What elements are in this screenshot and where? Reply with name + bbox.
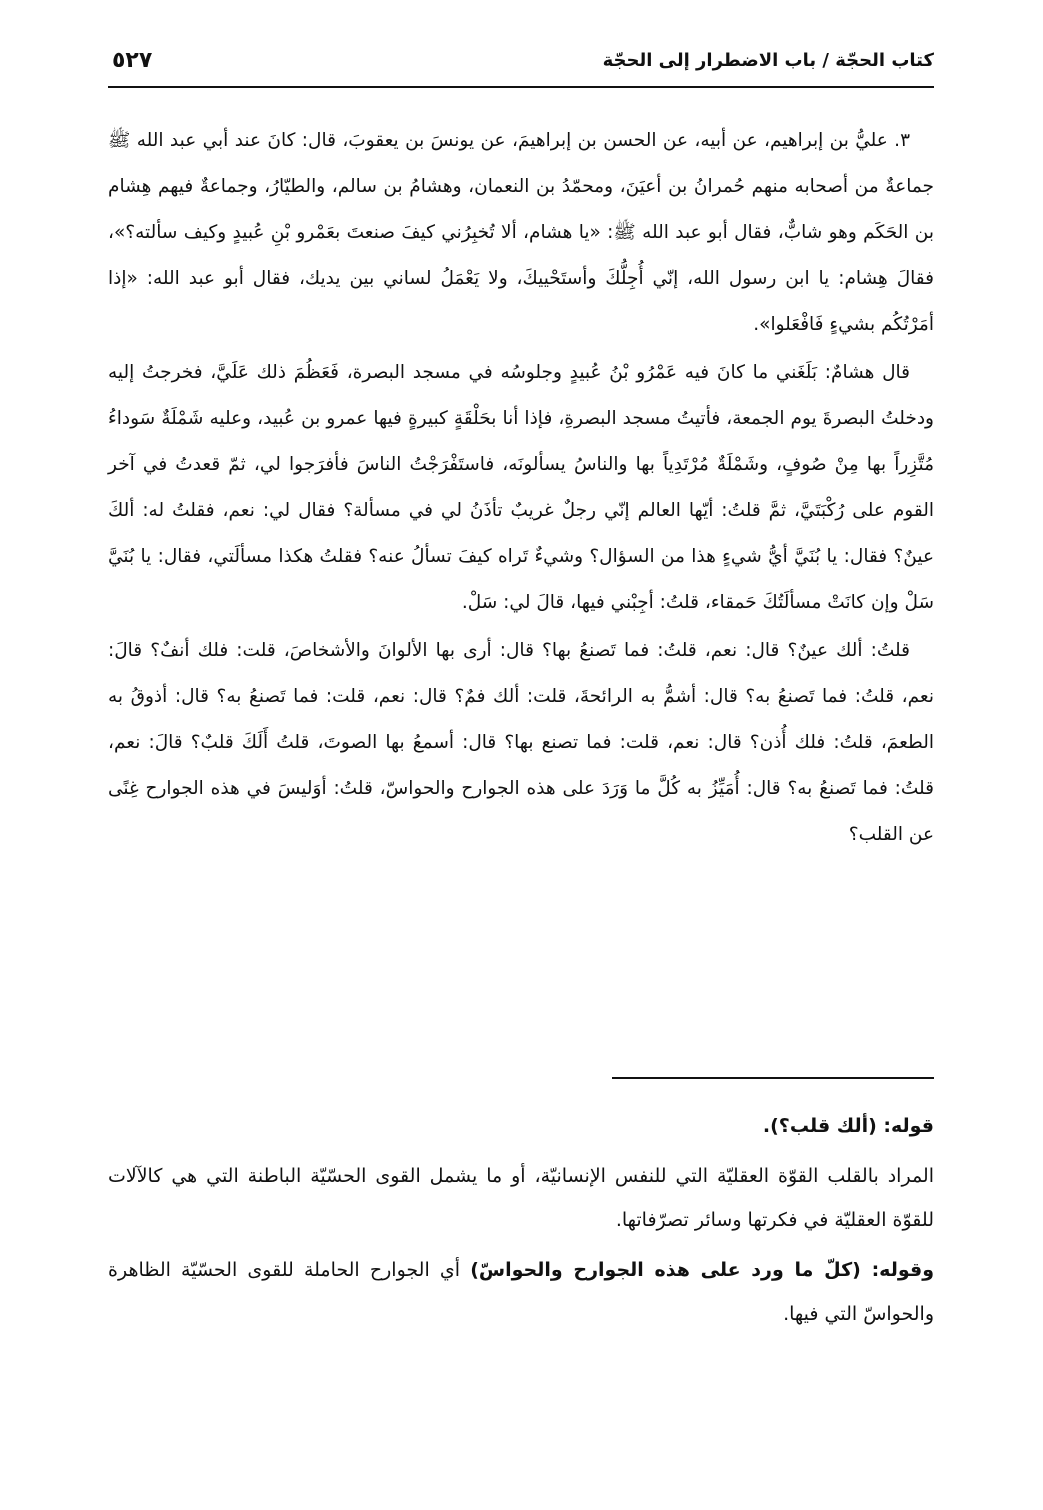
page-number: ٥٢٧ xyxy=(112,48,153,73)
commentary-note-lead: وقوله: (كلّ ما ورد على هذه الجوارح والحواسّ) xyxy=(470,1259,934,1281)
commentary-note-heading xyxy=(108,1104,934,1148)
hadith-paragraph: ٣. عليُّ بن إبراهيم، عن أبيه، عن الحسن بن إبراهيمَ، عن يونسَ بن يعقوبَ، قال: كانَ عند أبي عبد الله ﷺ جماعةٌ من أصحابه منهم حُمرانُ بن أعيَنَ، ومحمّدُ بن النعمان، وهشامُ بن سالم، والطيّارُ، وجماعةٌ فيهم هِشام بن الحَكَم وهو شابٌّ، فقال أبو عبد الله ﷺ: «يا هشام، ألا تُخبِرُني كيفَ صنعتَ بعَمْرو بْنِ عُبيدٍ وكيف سألته؟»، فقالَ هِشام: يا ابن رسول الله، إنّي أُجِلُّكَ وأستَحْييكَ، ولا يَعْمَلُ لساني بين يديك، فقال أبو عبد الله: «إذا أمَرْتُكُم بشيءٍ فَافْعَلوا». xyxy=(108,130,934,335)
commentary-note xyxy=(108,1248,934,1336)
commentary-note-text: أي الجوارح الحاملة للقوى الحسّيّة الظاهرة والحواسّ التي فيها. xyxy=(108,1259,934,1325)
footnote-divider xyxy=(612,1077,934,1079)
main-text xyxy=(108,118,934,860)
narrative-paragraph: قال هشامٌ: بَلَغَني ما كانَ فيه عَمْرُو بْنُ عُبيدٍ وجلوسُه في مسجد البصرة، فَعَظُمَ ذلك عَلَيَّ، فخرجتُ إليه ودخلتُ البصرةَ يوم الجمعة، فأتيتُ مسجد البصرةِ، فإذا أنا بحَلْقَةٍ كبيرةٍ فيها عمرو بن عُبيد، وعليه شَمْلَةٌ سَوداءُ مُتَّزِراً بها مِنْ صُوفٍ، وشَمْلَةٌ مُرْتَدِياً بها والناسُ يسألونَه، فاستَفْرَجْتُ الناسَ فأفرَجوا لي، ثمّ قعدتُ في آخر القوم على رُكْبَتَيَّ، ثمَّ قلتُ: أيّها العالم إنّي رجلٌ غريبٌ تأذَنُ لي في مسألة؟ فقال لي: نعم، فقلتُ له: ألكَ عينٌ؟ فقال: يا بُنَيَّ أيُّ شيءٍ هذا من السؤال؟ وشيءٌ تَراه كيفَ تسألُ عنه؟ فقلتُ هكذا مسألَتي، فقال: يا بُنَيَّ سَلْ وإن كانَتْ مسألَتُكَ حَمقاء، قلتُ: أجِبْني فيها، قالَ لي: سَلْ. xyxy=(108,362,934,613)
running-title: كتاب الحجّة / باب الاضطرار إلى الحجّة xyxy=(602,50,934,71)
commentary-note-lead: قوله: (ألك قلب؟). xyxy=(762,1115,934,1137)
commentary-note: المراد بالقلب القوّة العقليّة التي للنفس الإنسانيّة، أو ما يشمل القوى الحسّيّة الباطنة التي هي كالآلات للقوّة العقليّة في فكرتها وسائر تصرّفاتها. xyxy=(108,1165,934,1231)
dialogue-paragraph: قلتُ: ألك عينٌ؟ قال: نعم، قلتُ: فما تَصنعُ بها؟ قال: أرى بها الألوانَ والأشخاصَ، قلت: فلك أنفٌ؟ قالَ: نعم، قلتُ: فما تَصنعُ به؟ قال: أشمُّ به الرائحةَ، قلت: ألك فمٌ؟ قال: نعم، قلت: فما تَصنعُ به؟ قال: أذوقُ به الطعمَ، قلتُ: فلك أُذن؟ قال: نعم، قلت: فما تصنع بها؟ قال: أسمعُ بها الصوتَ، قلتُ أَلَكَ قلبٌ؟ قالَ: نعم، قلتُ: فما تَصنعُ به؟ قال: أُمَيِّزُ به كُلَّ ما وَرَدَ على هذه الجوارح والحواسّ، قلتُ: أوَليسَ في هذه الجوارح غِنًى عن القلب؟ xyxy=(108,640,934,845)
page-header xyxy=(108,46,934,88)
commentary-section xyxy=(108,1104,934,1342)
